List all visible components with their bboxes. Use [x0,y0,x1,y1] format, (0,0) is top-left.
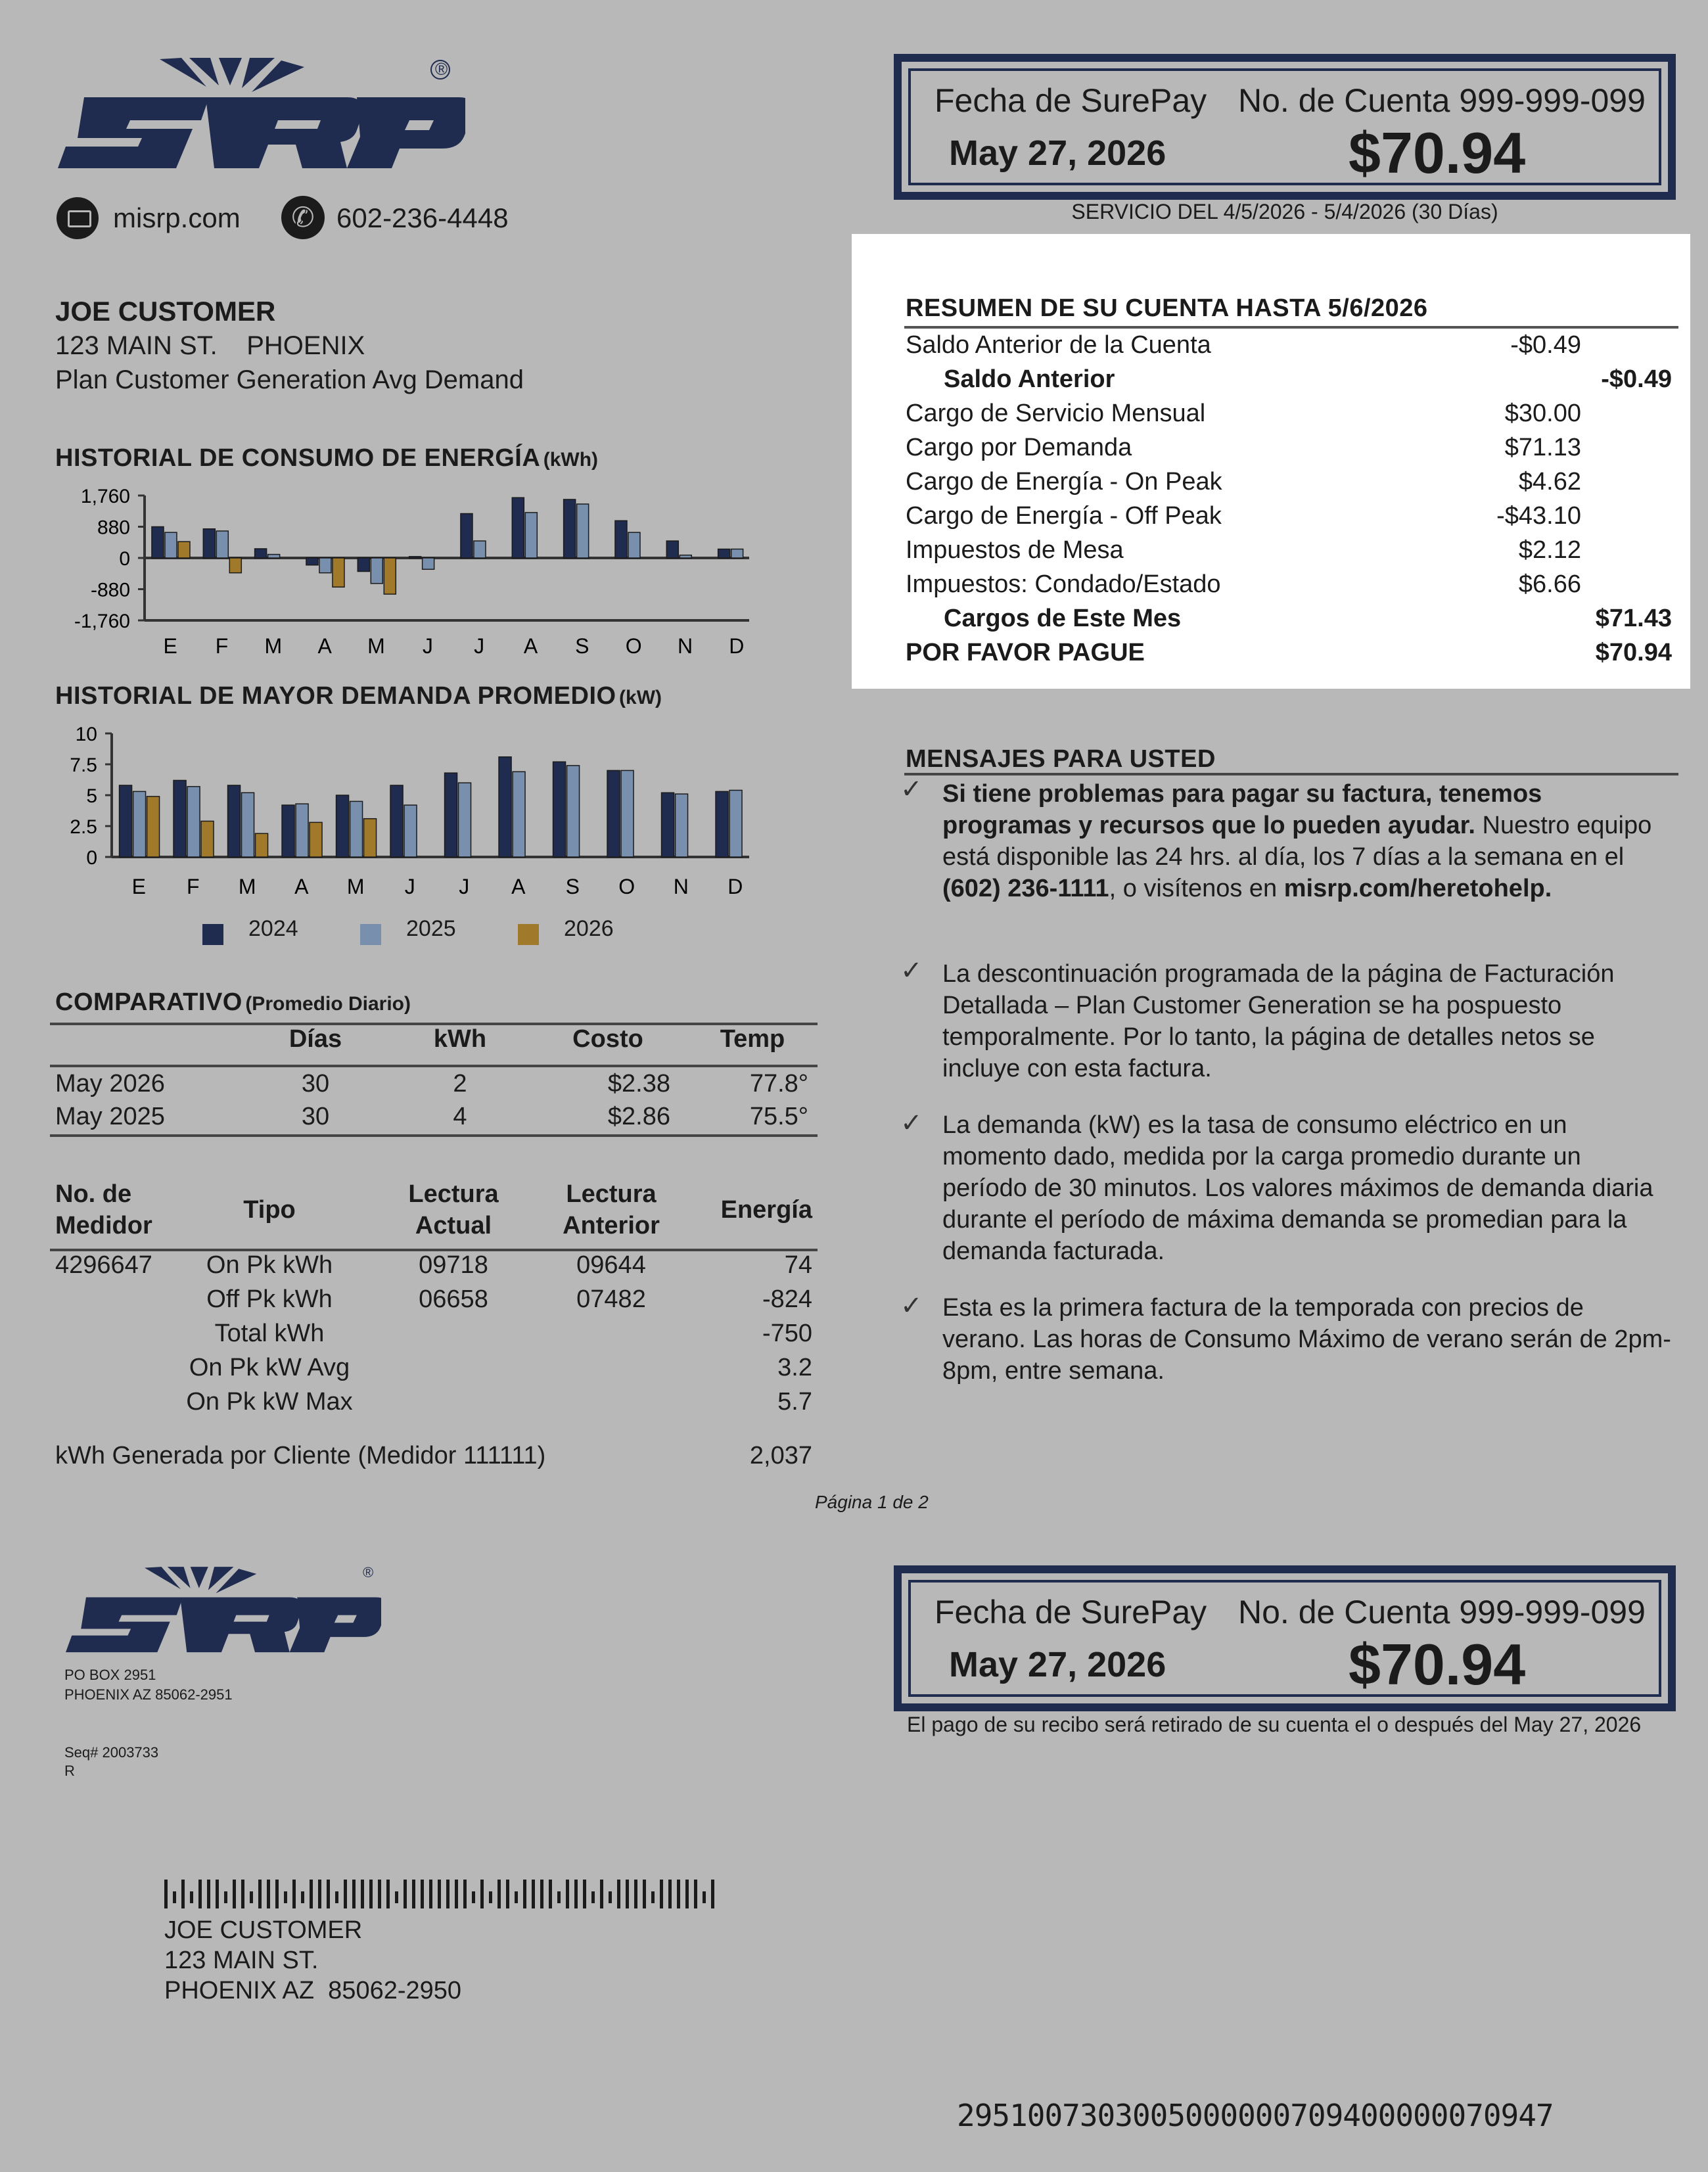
bar-2025 [577,504,589,558]
message-1-link[interactable]: misrp.com/heretohelp. [1283,875,1552,902]
bar-2025 [296,804,308,857]
summary-row-amount: $2.12 [1518,536,1581,564]
energy-history-title [55,444,598,473]
y-tick-label: 2.5 [70,816,97,838]
bar-2024 [120,785,132,857]
summary-row-label: Cargo de Servicio Mensual [906,400,1206,427]
comparativo-cell: 2 [453,1070,467,1098]
y-tick-label: 0 [86,847,97,869]
x-tick-label: A [511,875,526,898]
barcode-bar [506,1880,509,1908]
barcode-bar [634,1880,637,1908]
bar-2024 [666,541,678,558]
customer-plan: Plan Customer Generation Avg Demand [55,365,524,394]
barcode-bar [489,1891,492,1903]
summary-row-amount: $4.62 [1518,468,1581,496]
bar-2024 [607,770,620,857]
mail-city: PHOENIX AZ 85062-2950 [164,1977,462,2004]
comparativo-header: Temp [720,1025,785,1053]
web-icon [57,197,99,239]
x-tick-label: D [727,875,743,898]
mail-street: 123 MAIN ST. [164,1947,319,1974]
y-tick-label: 1,760 [80,486,130,507]
barcode-bar [412,1880,415,1908]
barcode-bar [703,1891,706,1903]
meter-header: Lectura [566,1180,657,1208]
y-tick-label: 10 [75,724,97,745]
comparativo-cell: 4 [453,1103,467,1130]
comparativo-cell: May 2026 [55,1070,165,1098]
bar-2024 [282,805,294,857]
comparativo-cell: 30 [301,1103,330,1130]
comparativo-header: Días [289,1025,342,1053]
messages-divider [904,773,1678,775]
summary-row-total: -$0.49 [1601,365,1672,393]
message-3: La demanda (kW) es la tasa de consumo eléctrico en un momento dado, medida por la carga promedio durante un período de 30 minutos. Los valores máximos de demanda diaria durante el período de máxima demanda se promedian para la demanda facturada. [942,1111,1653,1265]
bar-2026 [310,822,322,857]
comparativo-bottom-rule [50,1134,818,1137]
x-tick-label: M [367,634,385,658]
x-tick-label: A [523,634,538,658]
seq-r: R [64,1763,75,1779]
x-tick-label: M [264,634,283,658]
stub-note: El pago de su recibo será retirado de su cuenta el o después del May 27, 2026 [907,1713,1642,1736]
barcode-bar [626,1880,629,1908]
bar-2024 [228,785,241,857]
bar-2024 [358,558,369,572]
demand-history-unit: (kW) [619,687,662,708]
bar-2024 [336,795,349,857]
comparativo-subtitle: (Promedio Diario) [245,993,411,1015]
bar-2024 [173,780,186,857]
bar-2026 [364,819,377,857]
barcode-bar [267,1880,270,1908]
barcode-bar [591,1891,595,1903]
barcode-bar [284,1891,287,1903]
demand-history-title-text: HISTORIAL DE MAYOR DEMANDA PROMEDIO [55,682,616,710]
bar-2025 [459,783,471,857]
summary-row-label: Cargo de Energía - Off Peak [906,502,1222,530]
barcode-bar [455,1880,458,1908]
x-tick-label: N [677,634,693,658]
bar-2024 [306,558,318,565]
legend-2024-label: 2024 [248,916,298,941]
barcode-bar [335,1891,338,1903]
bar-2025 [216,531,228,558]
y-tick-label: -880 [90,579,130,601]
meter-header: Tipo [243,1196,296,1224]
y-tick-label: 880 [97,517,130,539]
surepay-box-stub [894,1565,1676,1711]
meter-cell: 07482 [576,1285,646,1313]
barcode-bar [386,1880,390,1908]
comparativo-cell: 30 [301,1070,330,1098]
x-tick-label: M [346,875,365,898]
registered-mark: ® [435,59,448,79]
barcode-bar [181,1880,185,1908]
phone-icon: ✆ [281,196,325,239]
bar-2024 [203,529,215,558]
stub-surepay-date: May 27, 2026 [949,1645,1166,1684]
message-1-text: Nuestro equipo está disponible las 24 hrs. al día, los 7 días a la semana en el [942,812,1652,871]
barcode-bar [472,1891,475,1903]
summary-row-amount: $30.00 [1504,400,1581,427]
energy-history-unit: (kWh) [543,449,599,471]
x-tick-label: F [186,875,200,898]
summary-row-label: Cargo de Energía - On Peak [906,468,1222,496]
bar-2026 [178,542,190,558]
barcode-bar [352,1880,356,1908]
barcode-bar [540,1880,543,1908]
stub-account-label: No. de Cuenta 999-999-099 [1238,1594,1646,1630]
comparativo-header: Costo [572,1025,643,1053]
barcode-bar [446,1880,450,1908]
check-icon: ✓ [900,775,923,804]
barcode-bar [275,1880,279,1908]
barcode-bar [549,1880,552,1908]
barcode-bar [198,1880,202,1908]
comparativo-cell: May 2025 [55,1103,165,1130]
x-tick-label: D [729,634,745,658]
barcode-bar [532,1880,535,1908]
summary-row-amount: -$43.10 [1496,502,1581,530]
bar-2025 [242,793,254,857]
barcode-bar [207,1880,210,1908]
meter-cell: Total kWh [214,1320,325,1347]
barcode-bar [463,1880,467,1908]
meter-header: Medidor [55,1212,152,1239]
y-tick-label: 0 [119,548,130,570]
summary-title: RESUMEN DE SU CUENTA HASTA 5/6/2026 [906,294,1428,322]
barcode-bar [677,1880,680,1908]
barcode-bar [378,1880,381,1908]
comparativo-cell: $2.86 [607,1103,670,1130]
po-box: PO BOX 2951 [64,1667,156,1683]
summary-row-amount: $71.13 [1504,434,1581,461]
stub-amount-due: $70.94 [1349,1632,1526,1697]
meter-header: Actual [415,1212,492,1239]
barcode-bar [344,1880,347,1908]
summary-row-amount: -$0.49 [1510,331,1581,359]
meter-header: Energía [720,1196,812,1224]
bar-2024 [255,549,267,558]
bar-2025 [268,555,280,558]
amount-due: $70.94 [1349,120,1526,185]
bar-2024 [553,762,566,857]
x-tick-label: F [215,634,229,658]
x-tick-label: S [565,875,580,898]
meter-cell: 3.2 [777,1354,812,1381]
website-link[interactable]: misrp.com [113,202,241,233]
barcode-bar [557,1891,561,1903]
bar-2025 [133,791,146,857]
legend-2025-label: 2025 [406,916,456,941]
barcode-bar [421,1880,424,1908]
meter-cell: On Pk kW Avg [189,1354,350,1381]
meter-cell: Off Pk kWh [206,1285,333,1313]
customer-name: JOE CUSTOMER [55,296,276,327]
bar-2024 [390,785,403,857]
bar-2025 [371,558,382,584]
surepay-label: Fecha de SurePay [935,82,1207,119]
surepay-date: May 27, 2026 [949,133,1166,173]
barcode-bar [301,1891,304,1903]
barcode-bar [292,1880,296,1908]
message-4: Esta es la primera factura de la temporada con precios de verano. Las horas de Consumo Máximo de verano serán de 2pm-8pm, entre semana. [942,1294,1671,1385]
mail-name: JOE CUSTOMER [164,1916,363,1944]
registered-mark-stub: ® [363,1564,374,1581]
message-1-phone: (602) 236-1111 [942,875,1109,902]
generated-value: 2,037 [749,1442,812,1469]
meter-cell: -750 [762,1320,812,1347]
barcode-bar [404,1880,407,1908]
bar-2025 [319,558,331,573]
bar-2025 [404,805,417,857]
barcode-bar [566,1880,569,1908]
summary-row-amount: $6.66 [1518,570,1581,598]
message-1-bold: Si tiene problemas para pagar su factura, tenemos programas y recursos que lo pueden ayudar. [942,780,1542,839]
customer-address: 123 MAIN ST. PHOENIX [55,331,365,360]
comparativo-title [55,988,411,1017]
summary-row-label: POR FAVOR PAGUE [906,639,1145,666]
meter-cell: 09718 [419,1251,488,1279]
summary-row-label: Impuestos de Mesa [906,536,1124,564]
bar-2026 [384,558,396,594]
bar-2025 [731,549,743,558]
barcode-bar [523,1880,526,1908]
meter-cell: On Pk kWh [206,1251,333,1279]
bar-2024 [461,514,473,558]
barcode-bar [438,1880,441,1908]
x-tick-label: M [238,875,256,898]
barcode-bar [173,1891,176,1903]
comparativo-cell: 77.8° [749,1070,808,1098]
bar-2024 [499,757,511,857]
x-tick-label: J [474,634,485,658]
account-label: No. de Cuenta 999-999-099 [1238,82,1646,119]
x-tick-label: O [618,875,635,898]
comparativo-cell: 75.5° [749,1103,808,1130]
y-tick-label: 7.5 [70,754,97,776]
x-tick-label: O [625,634,642,658]
bar-2025 [350,801,363,857]
bar-2025 [165,532,177,558]
barcode-bar [583,1880,586,1908]
postal-barcode [164,1877,723,1910]
bar-2025 [525,513,537,558]
bar-2026 [147,797,160,857]
bar-2024 [718,549,730,558]
barcode-bar [250,1891,253,1903]
comparativo-header: kWh [433,1025,487,1053]
bar-2024 [662,793,674,857]
bar-2026 [333,558,344,587]
barcode-bar [395,1891,398,1903]
legend-2026-label: 2026 [564,916,614,941]
barcode-bar [190,1891,193,1903]
po-city: PHOENIX AZ 85062-2951 [64,1686,233,1703]
message-2: La descontinuación programada de la página de Facturación Detallada – Plan Customer Generation se ha pospuesto temporalmente. Por lo tanto, la página de detalles netos se incluye con esta factura. [942,960,1615,1082]
meter-header: No. de [55,1180,132,1208]
bar-2025 [474,541,486,558]
bar-2024 [409,557,421,558]
generated-label: kWh Generada por Cliente (Medidor 111111) [55,1442,546,1469]
srp-logo-stub [66,1561,381,1653]
energy-history-chart [39,478,749,662]
meter-cell: 5.7 [777,1388,812,1416]
x-tick-label: N [673,875,689,898]
barcode-bar [609,1891,612,1903]
bar-2025 [621,770,634,857]
seq-number: Seq# 2003733 [64,1744,159,1761]
barcode-bar [497,1880,501,1908]
bar-2026 [229,558,241,573]
message-1-text-2: , o visítenos en [1109,875,1284,902]
service-period: SERVICIO DEL 4/5/2026 - 5/4/2026 (30 Días) [1071,200,1498,223]
barcode-bar [711,1880,714,1908]
barcode-bar [258,1880,262,1908]
barcode-bar [361,1880,364,1908]
bar-2024 [512,497,524,558]
check-icon: ✓ [900,1109,923,1138]
legend-2025-swatch [360,924,381,945]
bar-2024 [564,499,576,558]
meter-cell: 74 [784,1251,812,1279]
y-tick-label: 5 [86,785,97,807]
x-tick-label: J [422,634,433,658]
legend-2024-swatch [202,924,223,945]
surepay-box [894,54,1676,200]
srp-logo [58,51,465,170]
message-1 [942,778,1672,904]
summary-row-total: $71.43 [1595,605,1672,632]
bar-2026 [201,821,214,857]
barcode-bar [685,1880,689,1908]
legend-2026-swatch [518,924,539,945]
messages-title: MENSAJES PARA USTED [906,745,1216,773]
barcode-bar [327,1880,330,1908]
summary-row-label: Impuestos: Condado/Estado [906,570,1221,598]
comparativo-header-rule [50,1065,818,1067]
energy-history-title-text: HISTORIAL DE CONSUMO DE ENERGÍA [55,444,541,472]
bar-2025 [187,787,200,857]
barcode-bar [668,1880,672,1908]
page-number: Página 1 de 2 [815,1492,929,1512]
barcode-bar [310,1880,313,1908]
bar-2025 [729,790,742,857]
barcode-bar [574,1880,578,1908]
meter-cell: -824 [762,1285,812,1313]
barcode-bar [660,1880,663,1908]
barcode-bar [216,1880,219,1908]
barcode-bar [515,1891,518,1903]
summary-divider [904,326,1678,329]
phone-number[interactable]: 602-236-4448 [336,202,509,233]
bar-2025 [513,772,525,857]
barcode-bar [600,1880,603,1908]
bar-2025 [680,555,691,558]
barcode-bar [617,1880,620,1908]
summary-row-label: Saldo Anterior de la Cuenta [906,331,1211,359]
barcode-bar [694,1880,697,1908]
bar-2025 [423,558,434,569]
x-tick-label: J [459,875,470,898]
check-icon: ✓ [900,956,923,985]
meter-header: Lectura [408,1180,499,1208]
x-tick-label: E [163,634,177,658]
x-tick-label: E [131,875,146,898]
barcode-bar [318,1880,321,1908]
summary-row-label: Cargos de Este Mes [944,605,1182,632]
meter-cell: On Pk kW Max [186,1388,353,1416]
bar-2024 [716,791,728,857]
summary-row-label: Cargo por Demanda [906,434,1132,461]
meter-cell: 09644 [576,1251,646,1279]
x-tick-label: A [317,634,332,658]
summary-row-label: Saldo Anterior [944,365,1115,393]
barcode-bar [233,1880,236,1908]
bar-2025 [567,766,580,857]
barcode-bar [651,1891,655,1903]
barcode-bar [429,1880,432,1908]
comparativo-title-text: COMPARATIVO [55,988,242,1016]
barcode-bar [369,1880,373,1908]
account-summary [852,234,1690,689]
ocr-scanline: 2951007303005000000709400000070947 [957,2098,1554,2133]
stub-surepay-label: Fecha de SurePay [935,1594,1207,1630]
bar-2024 [445,773,457,857]
bar-2026 [256,833,268,857]
barcode-bar [224,1891,227,1903]
bar-2024 [152,527,164,559]
x-tick-label: J [404,875,415,898]
bar-2025 [628,532,640,558]
check-icon: ✓ [900,1291,923,1320]
x-tick-label: S [575,634,589,658]
barcode-bar [164,1880,168,1908]
comparativo-cell: $2.38 [607,1070,670,1098]
bar-2025 [676,794,688,857]
x-tick-label: A [294,875,309,898]
barcode-bar [643,1880,646,1908]
demand-history-chart [39,722,749,912]
meter-cell: 06658 [419,1285,488,1313]
meter-header: Anterior [563,1212,660,1239]
barcode-bar [480,1880,484,1908]
bar-2024 [615,520,627,558]
demand-history-title [55,682,662,710]
meter-cell: 4296647 [55,1251,152,1279]
y-tick-label: -1,760 [74,611,130,632]
barcode-bar [241,1880,244,1908]
summary-row-total: $70.94 [1595,639,1672,666]
